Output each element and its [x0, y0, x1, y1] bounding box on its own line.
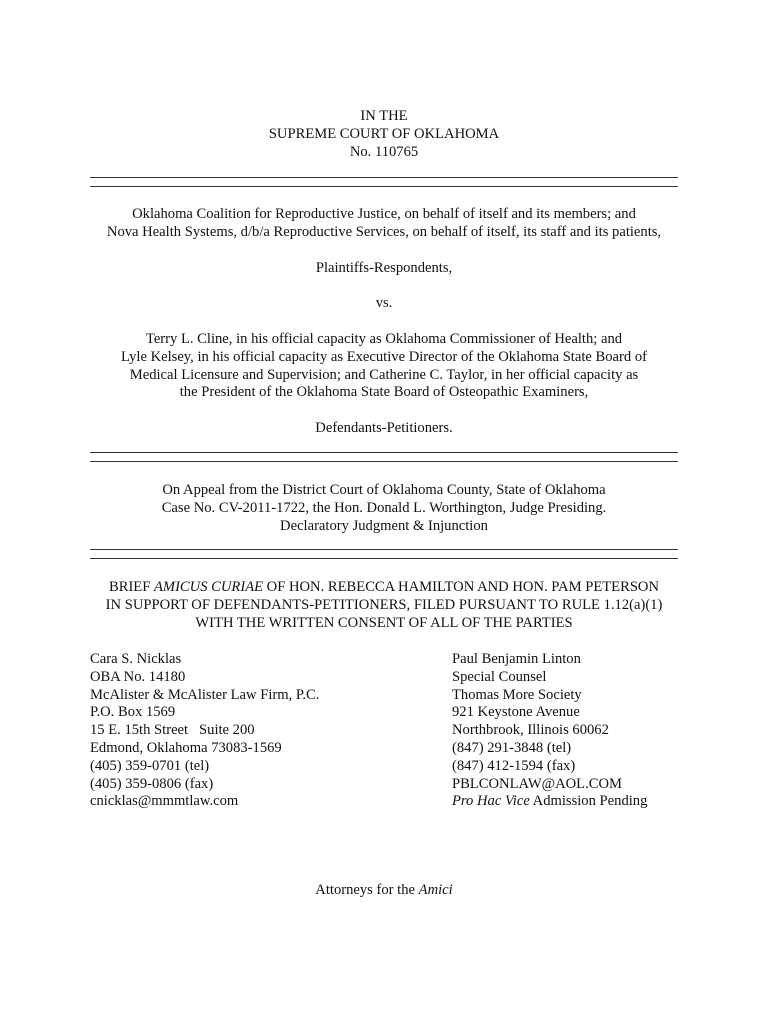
appeal-line-2: Case No. CV-2011-1722, the Hon. Donald L. Worthington, Judge Presiding. [161, 499, 607, 516]
counsel-left-line: P.O. Box 1569 [90, 704, 176, 721]
counsel-left-email: cnicklas@mmmtlaw.com [90, 793, 239, 810]
defendants-block [90, 331, 678, 402]
counsel-left-line: (405) 359-0701 (tel) [90, 757, 210, 774]
counsel-right-email: PBLCONLAW@AOL.COM [452, 775, 622, 792]
counsel-right-line: Northbrook, Illinois 60062 [452, 722, 609, 739]
counsel-right-line: Thomas More Society [452, 686, 582, 703]
counsel-left-line: Edmond, Oklahoma 73083-1569 [90, 739, 282, 756]
brief-title-line-3: WITH THE WRITTEN CONSENT OF ALL OF THE PARTIES [195, 614, 573, 631]
counsel-right [452, 651, 647, 811]
appeal-line-1: On Appeal from the District Court of Oklahoma County, State of Oklahoma [162, 482, 606, 498]
plaintiffs-line-2: Nova Health Systems, d/b/a Reproductive Services, on behalf of itself, its staff and its patients, [106, 223, 662, 240]
divider-rule [90, 558, 678, 559]
amicus-curiae-term: AMICUS CURIAE [154, 579, 264, 595]
divider-rule [90, 549, 678, 550]
counsel-left-line: McAlister & McAlister Law Firm, P.C. [90, 686, 320, 703]
defendants-role: Defendants-Petitioners. [315, 420, 453, 436]
plaintiffs-role: Plaintiffs-Respondents, [315, 260, 453, 276]
counsel-right-line: Special Counsel [452, 668, 547, 685]
defendants-line-1: Terry L. Cline, in his official capacity as Oklahoma Commissioner of Health; and [145, 331, 623, 347]
attorneys-for-amici: Attorneys for the Amici [315, 882, 453, 898]
counsel-left-line: 15 E. 15th Street Suite 200 [90, 722, 255, 739]
brief-title-line-2: IN SUPPORT OF DEFENDANTS-PETITIONERS, FILED PURSUANT TO RULE 1.12(a)(1) [105, 596, 663, 613]
caption-in-the: IN THE [360, 108, 408, 124]
caption-case-number: No. 110765 [349, 143, 419, 160]
counsel-left-line: OBA No. 14180 [90, 668, 186, 685]
divider-rule [90, 461, 678, 462]
counsel-right-line: 921 Keystone Avenue [452, 704, 580, 721]
brief-title-line-1: BRIEF AMICUS CURIAE OF HON. REBECCA HAMILTON AND HON. PAM PETERSON [108, 579, 660, 595]
amici-term: Amici [418, 882, 453, 898]
defendants-line-4: the President of the Oklahoma State Board of Osteopathic Examiners, [179, 384, 589, 401]
appeal-line-3: Declaratory Judgment & Injunction [280, 517, 488, 534]
counsel-right-line: Paul Benjamin Linton [452, 651, 581, 667]
divider-rule [90, 452, 678, 453]
plaintiffs-line-1: Oklahoma Coalition for Reproductive Justice, on behalf of itself and its members; and [132, 206, 636, 222]
counsel-left-line: (405) 359-0806 (fax) [90, 775, 214, 792]
defendants-line-3: Medical Licensure and Supervision; and Catherine C. Taylor, in her official capacity as [129, 366, 639, 383]
divider-rule [90, 186, 678, 187]
defendants-line-2: Lyle Kelsey, in his official capacity as Executive Director of the Oklahoma State Board of [120, 348, 647, 365]
versus-label: vs. [375, 295, 393, 311]
brief-title [90, 579, 678, 632]
pro-hac-vice-note: Pro Hac Vice Admission Pending [452, 793, 648, 810]
divider-rule [90, 177, 678, 178]
appeal-block [90, 482, 678, 535]
caption-court-name: SUPREME COURT OF OKLAHOMA [268, 125, 500, 142]
counsel-right-line: (847) 291-3848 (tel) [452, 739, 572, 756]
counsel-left-line: Cara S. Nicklas [90, 651, 182, 667]
counsel-right-line: (847) 412-1594 (fax) [452, 757, 576, 774]
plaintiffs-block [90, 206, 678, 242]
counsel-left [90, 651, 319, 811]
court-caption [90, 108, 678, 161]
